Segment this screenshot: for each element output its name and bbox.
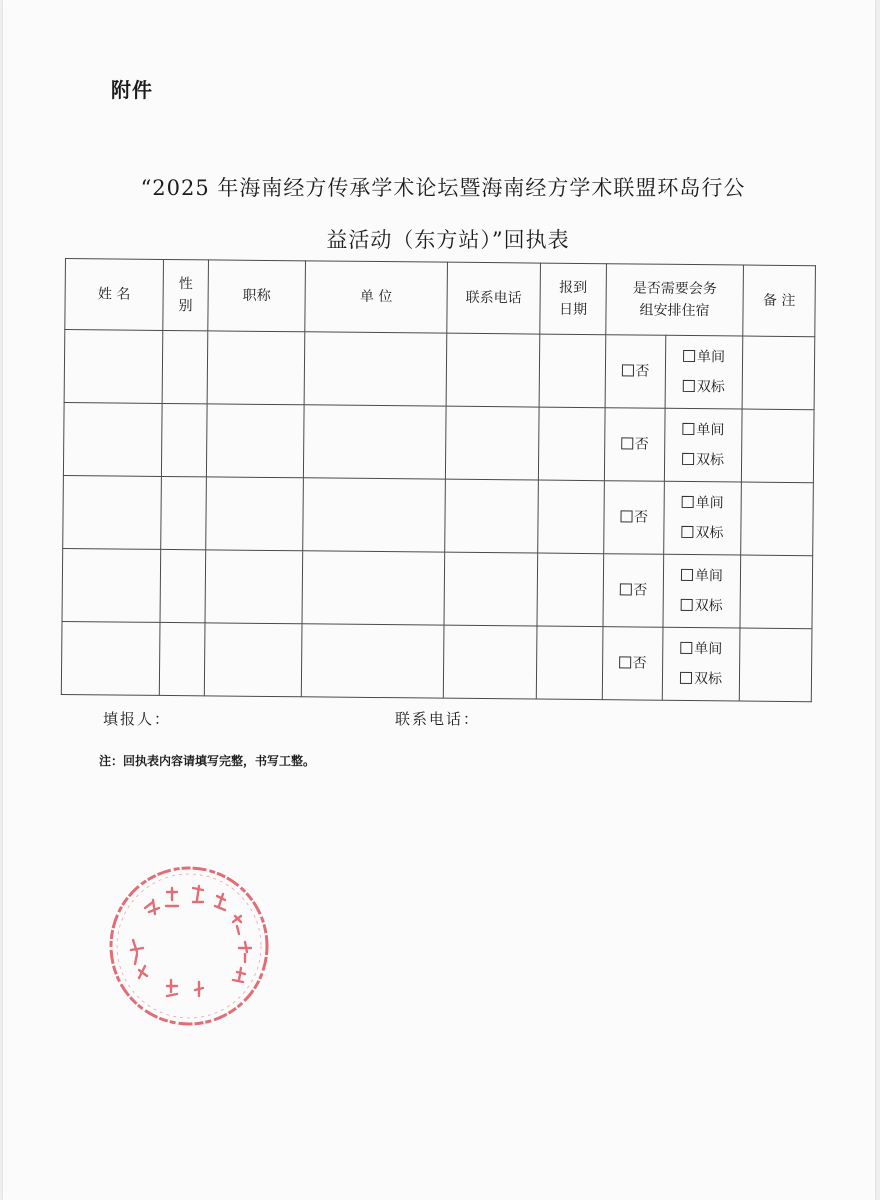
cell-phone[interactable] xyxy=(445,479,539,553)
cell-remarks[interactable] xyxy=(740,555,813,629)
cell-arrival-date[interactable] xyxy=(537,553,604,627)
cell-arrival-date[interactable] xyxy=(539,334,606,408)
room-single-option[interactable] xyxy=(663,634,739,665)
checkbox-icon[interactable] xyxy=(681,569,693,581)
room-type-cell xyxy=(663,554,741,628)
cell-phone[interactable] xyxy=(444,552,538,626)
room-single-option[interactable] xyxy=(665,415,741,446)
checkbox-icon[interactable] xyxy=(683,350,695,362)
room-twin-option[interactable] xyxy=(663,664,739,695)
room-twin-label: 双标 xyxy=(696,379,725,396)
cell-gender[interactable] xyxy=(161,403,207,476)
cell-phone[interactable] xyxy=(446,333,540,407)
cell-name[interactable] xyxy=(63,475,162,549)
lodging-no-label: 否 xyxy=(632,655,647,672)
checkbox-icon[interactable] xyxy=(681,526,693,538)
checkbox-icon[interactable] xyxy=(680,672,692,684)
cell-title[interactable] xyxy=(206,477,304,551)
cell-name[interactable] xyxy=(61,621,160,695)
cell-arrival-date[interactable] xyxy=(536,626,603,700)
lodging-no-option[interactable] xyxy=(621,363,649,379)
room-type-cell xyxy=(665,335,743,409)
official-seal-stamp xyxy=(105,862,273,1030)
cell-unit[interactable] xyxy=(304,332,447,406)
header-phone: 联系电话 xyxy=(447,262,541,334)
room-twin-label: 双标 xyxy=(693,671,723,688)
header-arrival-date: 报到 日期 xyxy=(540,263,607,335)
cell-phone[interactable] xyxy=(445,406,539,480)
lodging-no-cell xyxy=(603,554,664,628)
cell-unit[interactable] xyxy=(303,405,446,479)
cell-title[interactable] xyxy=(205,550,303,624)
form-title-line1: “2025 年海南经方传承学术论坛暨海南经方学术联盟环岛行公 xyxy=(140,176,746,200)
room-twin-label: 双标 xyxy=(694,598,723,615)
contact-phone-label: 联系电话： xyxy=(395,710,481,728)
table-row xyxy=(62,548,813,628)
room-single-label: 单间 xyxy=(695,495,724,512)
lodging-no-option[interactable] xyxy=(619,582,647,598)
cell-gender[interactable] xyxy=(159,622,205,695)
checkbox-icon[interactable] xyxy=(683,380,695,392)
lodging-no-label: 否 xyxy=(633,509,649,526)
filler-label: 填报人： xyxy=(103,710,172,728)
checkbox-icon[interactable] xyxy=(682,423,694,435)
receipt-table-wrapper xyxy=(61,258,815,702)
header-unit: 单 位 xyxy=(305,261,448,333)
room-single-option[interactable] xyxy=(665,488,741,519)
cell-name[interactable] xyxy=(62,548,161,622)
lodging-no-label: 否 xyxy=(633,582,648,599)
checkbox-icon[interactable] xyxy=(621,364,633,376)
receipt-table xyxy=(61,258,816,702)
checkbox-icon[interactable] xyxy=(682,453,694,465)
room-type-cell xyxy=(664,408,742,482)
form-title-line2: 益活动（东方站）”回执表 xyxy=(326,228,570,252)
room-twin-option[interactable] xyxy=(665,445,741,476)
cell-remarks[interactable] xyxy=(741,482,814,556)
room-twin-option[interactable] xyxy=(664,591,740,622)
checkbox-icon[interactable] xyxy=(682,496,694,508)
cell-arrival-date[interactable] xyxy=(538,480,605,554)
room-twin-option[interactable] xyxy=(664,518,740,549)
checkbox-icon[interactable] xyxy=(619,583,631,595)
header-title: 职称 xyxy=(208,260,306,332)
checkbox-icon[interactable] xyxy=(620,510,632,522)
lodging-no-label: 否 xyxy=(635,363,650,380)
cell-unit[interactable] xyxy=(303,478,446,552)
table-header-row xyxy=(65,259,816,337)
lodging-no-option[interactable] xyxy=(619,655,647,671)
cell-remarks[interactable] xyxy=(741,409,814,483)
room-twin-label: 双标 xyxy=(695,525,724,542)
cell-unit[interactable] xyxy=(301,624,444,698)
table-row xyxy=(64,330,815,410)
room-single-label: 单间 xyxy=(694,568,724,585)
lodging-no-option[interactable] xyxy=(621,436,649,452)
cell-remarks[interactable] xyxy=(742,336,815,410)
document-page xyxy=(3,0,875,1200)
form-note: 注：回执表内容请填写完整，书写工整。 xyxy=(99,754,316,768)
room-twin-option[interactable] xyxy=(666,372,742,403)
attachment-label: 附件 xyxy=(111,78,153,102)
room-single-label: 单间 xyxy=(694,641,723,658)
header-remarks: 备 注 xyxy=(743,265,816,337)
checkbox-icon[interactable] xyxy=(681,599,693,611)
lodging-no-option[interactable] xyxy=(620,509,648,525)
room-type-cell xyxy=(664,481,742,555)
cell-arrival-date[interactable] xyxy=(538,407,605,481)
room-single-label: 单间 xyxy=(696,422,725,439)
cell-title[interactable] xyxy=(204,623,302,697)
checkbox-icon[interactable] xyxy=(621,437,633,449)
checkbox-icon[interactable] xyxy=(619,656,631,668)
table-row xyxy=(63,402,814,482)
table-row xyxy=(63,475,814,555)
room-twin-label: 双标 xyxy=(696,452,725,469)
cell-phone[interactable] xyxy=(443,625,537,699)
cell-title[interactable] xyxy=(207,331,305,405)
cell-remarks[interactable] xyxy=(739,628,812,702)
lodging-no-cell xyxy=(604,408,665,482)
cell-name[interactable] xyxy=(63,402,162,476)
lodging-no-label: 否 xyxy=(634,436,649,453)
cell-name[interactable] xyxy=(64,330,163,404)
checkbox-icon[interactable] xyxy=(680,642,692,654)
room-single-option[interactable] xyxy=(666,342,742,373)
room-single-label: 单间 xyxy=(697,349,726,366)
header-name: 姓 名 xyxy=(65,259,164,331)
cell-unit[interactable] xyxy=(302,551,445,625)
header-lodging: 是否需要会务 组安排住宿 xyxy=(606,264,744,336)
room-type-cell xyxy=(662,627,740,701)
room-single-option[interactable] xyxy=(664,561,740,592)
cell-gender[interactable] xyxy=(162,330,208,403)
lodging-no-cell xyxy=(604,481,665,555)
cell-title[interactable] xyxy=(206,404,304,478)
table-row xyxy=(61,621,812,701)
lodging-no-cell xyxy=(602,627,663,701)
lodging-no-cell xyxy=(605,335,666,409)
cell-gender[interactable] xyxy=(161,476,207,549)
header-gender: 性 别 xyxy=(163,259,209,330)
cell-gender[interactable] xyxy=(160,549,206,622)
